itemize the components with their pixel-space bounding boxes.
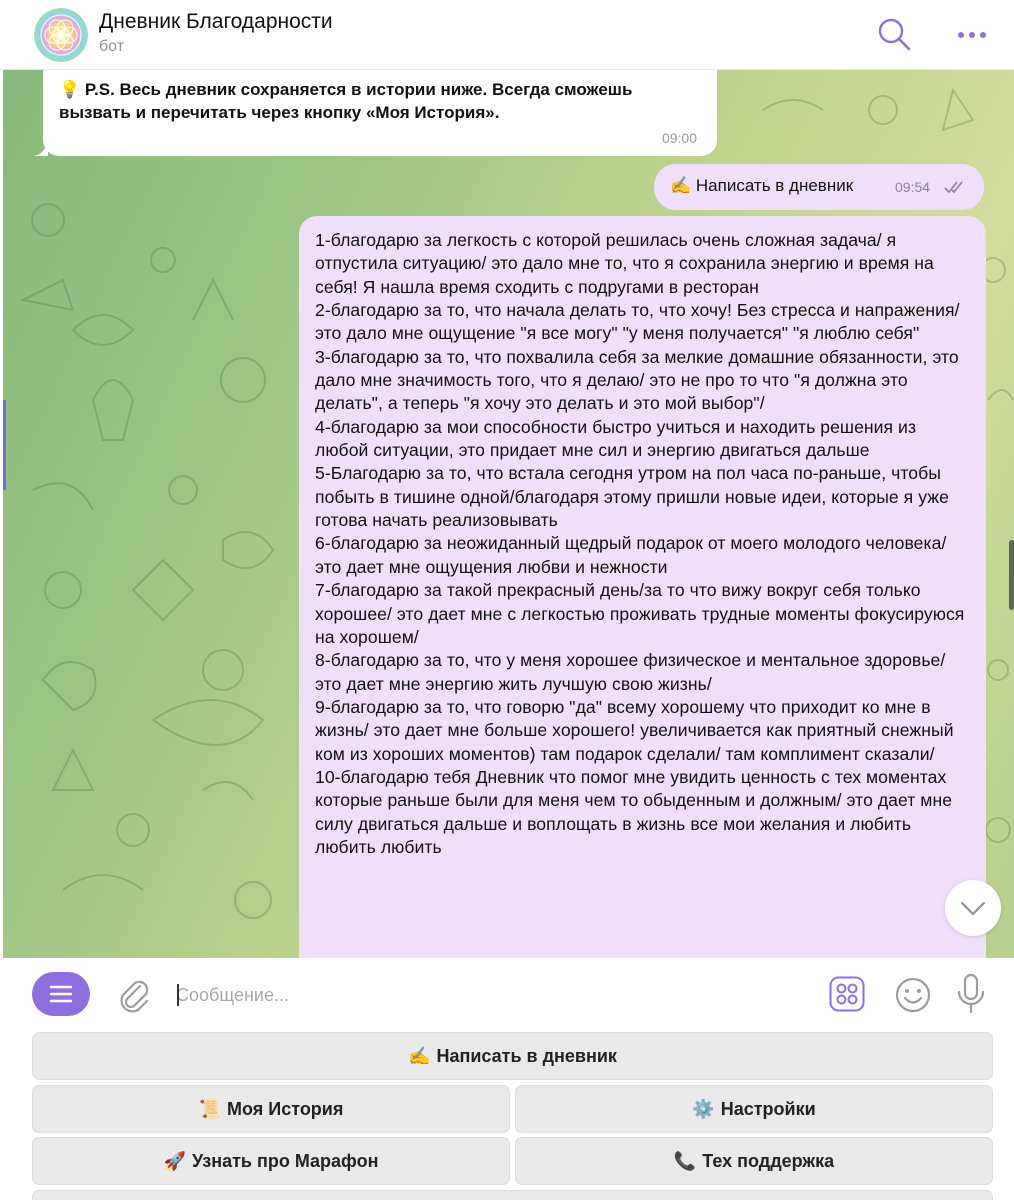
- microphone-icon[interactable]: [956, 973, 986, 1015]
- emoji-icon[interactable]: [894, 976, 932, 1014]
- chat-subtitle: бот: [99, 38, 125, 55]
- outgoing-command-text: ✍️ Написать в дневник: [670, 176, 854, 195]
- outgoing-diary-entry[interactable]: [299, 216, 986, 958]
- chevron-down-icon: [959, 896, 987, 920]
- scrollbar-thumb[interactable]: [1009, 540, 1014, 610]
- read-checkmarks-icon: [944, 180, 968, 194]
- more-icon[interactable]: [952, 20, 992, 50]
- keyboard-button-settings[interactable]: ⚙️ Настройки: [515, 1085, 993, 1133]
- reply-keyboard: [0, 1030, 1014, 1200]
- search-icon[interactable]: [876, 16, 912, 52]
- message-time: 09:00: [661, 130, 697, 146]
- bubble-tail: [34, 142, 48, 156]
- scroll-down-button[interactable]: [945, 880, 1001, 936]
- incoming-message[interactable]: [43, 70, 717, 156]
- writing-hand-icon: ✍️: [670, 176, 692, 195]
- incoming-message-text: 💡 P.S. Весь дневник сохраняется в истории ниже. Всегда сможешь вызвать и перечитать через кнопку «Моя История».: [59, 80, 633, 122]
- text-cursor: [177, 984, 179, 1006]
- message-composer: [0, 958, 1014, 1030]
- bot-avatar[interactable]: [34, 8, 88, 62]
- left-edge-indicator: [3, 400, 6, 490]
- outgoing-command-message[interactable]: [654, 164, 984, 210]
- gear-icon: ⚙️: [692, 1098, 715, 1119]
- bot-menu-button[interactable]: [32, 972, 90, 1016]
- phone-icon: 📞: [673, 1150, 697, 1171]
- keyboard-button-marathon[interactable]: 🚀 Узнать про Марафон: [32, 1137, 510, 1185]
- chat-title[interactable]: Дневник Благодарности: [99, 10, 333, 33]
- chat-area[interactable]: [3, 70, 1014, 958]
- message-input[interactable]: [176, 980, 796, 1010]
- diary-entry-text: 1-благодарю за легкость с которой решилась очень сложная задача/ я отпустила ситуацию/ это дало мне то, что я сохранила энергию и время на себя! Я нашла время сходить с подругами в ресторан 2-благодарю за то, что начала делать то, что хочу! Без стресса и напражения/ это дало мне ощущение "я все могу" "у меня получается" "я люблю себя" 3-благодарю за то, что похвалила себя за мелкие домашние обязанности, это дало мне значимость того, что я делаю/ это не про то что "я должна это делать", а теперь "я хочу это делать и это мой выбор"/ 4-благодарю за мои способности быстро учиться и находить решения из любой ситуации, это придает мне сил и энергию двигаться дальше 5-Благодарю за то, что встала сегодня утром на пол часа по-раньше, чтобы побыть в тишине одной/благодаря этому пришли новые идеи, которые я уже готова начать реализовывать 6-благодарю за неожиданный щедрый подарок от моего молодого человека/это дает мне ощущения любви и нежности 7-благодарю за такой прекрасный день/за то что вижу вокруг себя только хорошее/ это дает мне с легкостью проживать трудные моменты фокусируюся на хорошем/ 8-благодарю за то, что у меня хорошее физическое и ментальное здоровье/ это дает мне энергию жить лучшую свою жизнь/ 9-благодарю за то, что говорю "да" всему хорошему что приходит ко мне в жизнь/ это дает мне больше хорошего! увеличивается как приятный снежный ком из хороших моментов) там подарок сделали/ там комплимент сказали/ 10-благодарю тебя Дневник что помог мне увидить ценность с тех моментах которые раньше были для меня чем то обыденным и должным/ это дает мне силу двигаться дальше и воплощать в жизнь все мои желания и любить любить любить: [315, 230, 965, 857]
- lightbulb-icon: 💡: [59, 80, 81, 99]
- bot-commands-icon[interactable]: [829, 976, 865, 1012]
- keyboard-button-my-history[interactable]: 📜 Моя История: [32, 1085, 510, 1133]
- menu-icon: [49, 984, 73, 1004]
- writing-hand-icon: ✍️: [408, 1045, 431, 1066]
- paperclip-icon[interactable]: [116, 976, 152, 1014]
- scroll-icon: 📜: [198, 1098, 222, 1119]
- chat-header: [0, 0, 1014, 70]
- keyboard-button-support[interactable]: 📞 Тех поддержка: [515, 1137, 993, 1185]
- keyboard-button-partial[interactable]: [32, 1190, 993, 1200]
- keyboard-button-write-diary[interactable]: ✍️ Написать в дневник: [32, 1032, 993, 1080]
- rocket-icon: 🚀: [163, 1150, 186, 1171]
- message-time: 09:54: [895, 179, 931, 195]
